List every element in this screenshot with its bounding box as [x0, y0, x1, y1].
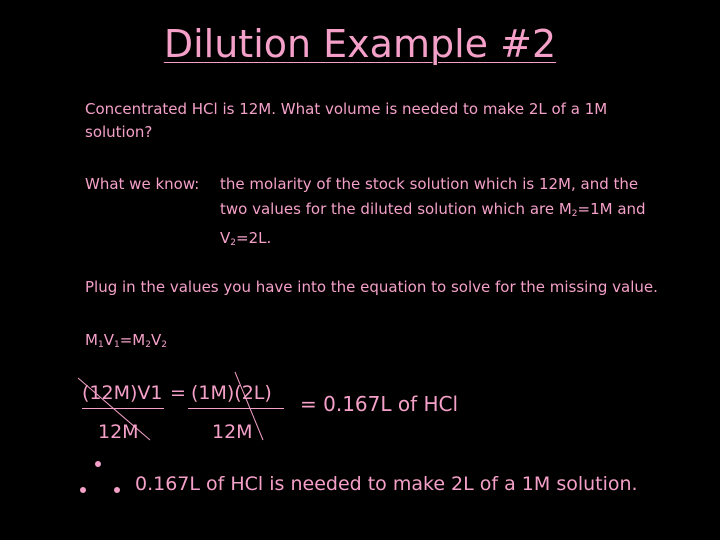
eq-m1: M — [85, 331, 98, 349]
know-line-3-text: V — [220, 229, 231, 247]
subscript: 2 — [145, 340, 151, 350]
numerator-right: (1M)(2L) — [191, 382, 272, 404]
therefore-dot-left — [80, 487, 86, 493]
denominator-right: 12M — [212, 421, 253, 443]
strike-line-right — [235, 372, 263, 440]
plug-in-instruction: Plug in the values you have into the equation to solve for the missing value. — [85, 278, 658, 296]
eq-equals-m2: =M — [119, 331, 146, 349]
know-line-3-end: =2L. — [236, 229, 272, 247]
therefore-dot-top — [95, 461, 101, 467]
know-label: What we know: — [85, 175, 200, 193]
conclusion: 0.167L of HCl is needed to make 2L of a 1M solution. — [135, 473, 638, 495]
eq-v1: V — [103, 331, 114, 349]
result: = 0.167L of HCl — [300, 392, 459, 416]
subscript: 2 — [161, 340, 167, 350]
therefore-dot-right — [114, 487, 120, 493]
eq-v2: V — [150, 331, 162, 349]
subscript: 2 — [230, 238, 236, 248]
slide-title: Dilution Example #2 — [163, 22, 557, 66]
question-line-2: solution? — [85, 123, 153, 141]
know-line-2-end: =1M and — [577, 200, 646, 218]
denominator-left: 12M — [98, 421, 139, 443]
know-line-2-text: two values for the diluted solution which are M — [220, 200, 572, 218]
question-line-1: Concentrated HCl is 12M. What volume is needed to make 2L of a 1M — [85, 100, 608, 118]
equals-sign: = — [170, 382, 186, 404]
numerator-left: (12M)V1 — [82, 382, 163, 404]
subscript: 2 — [571, 209, 578, 219]
strike-line-left — [78, 378, 150, 440]
know-line-1: the molarity of the stock solution which is 12M, and the — [220, 175, 639, 193]
subscript: 1 — [113, 340, 120, 350]
subscript: 1 — [97, 340, 104, 350]
